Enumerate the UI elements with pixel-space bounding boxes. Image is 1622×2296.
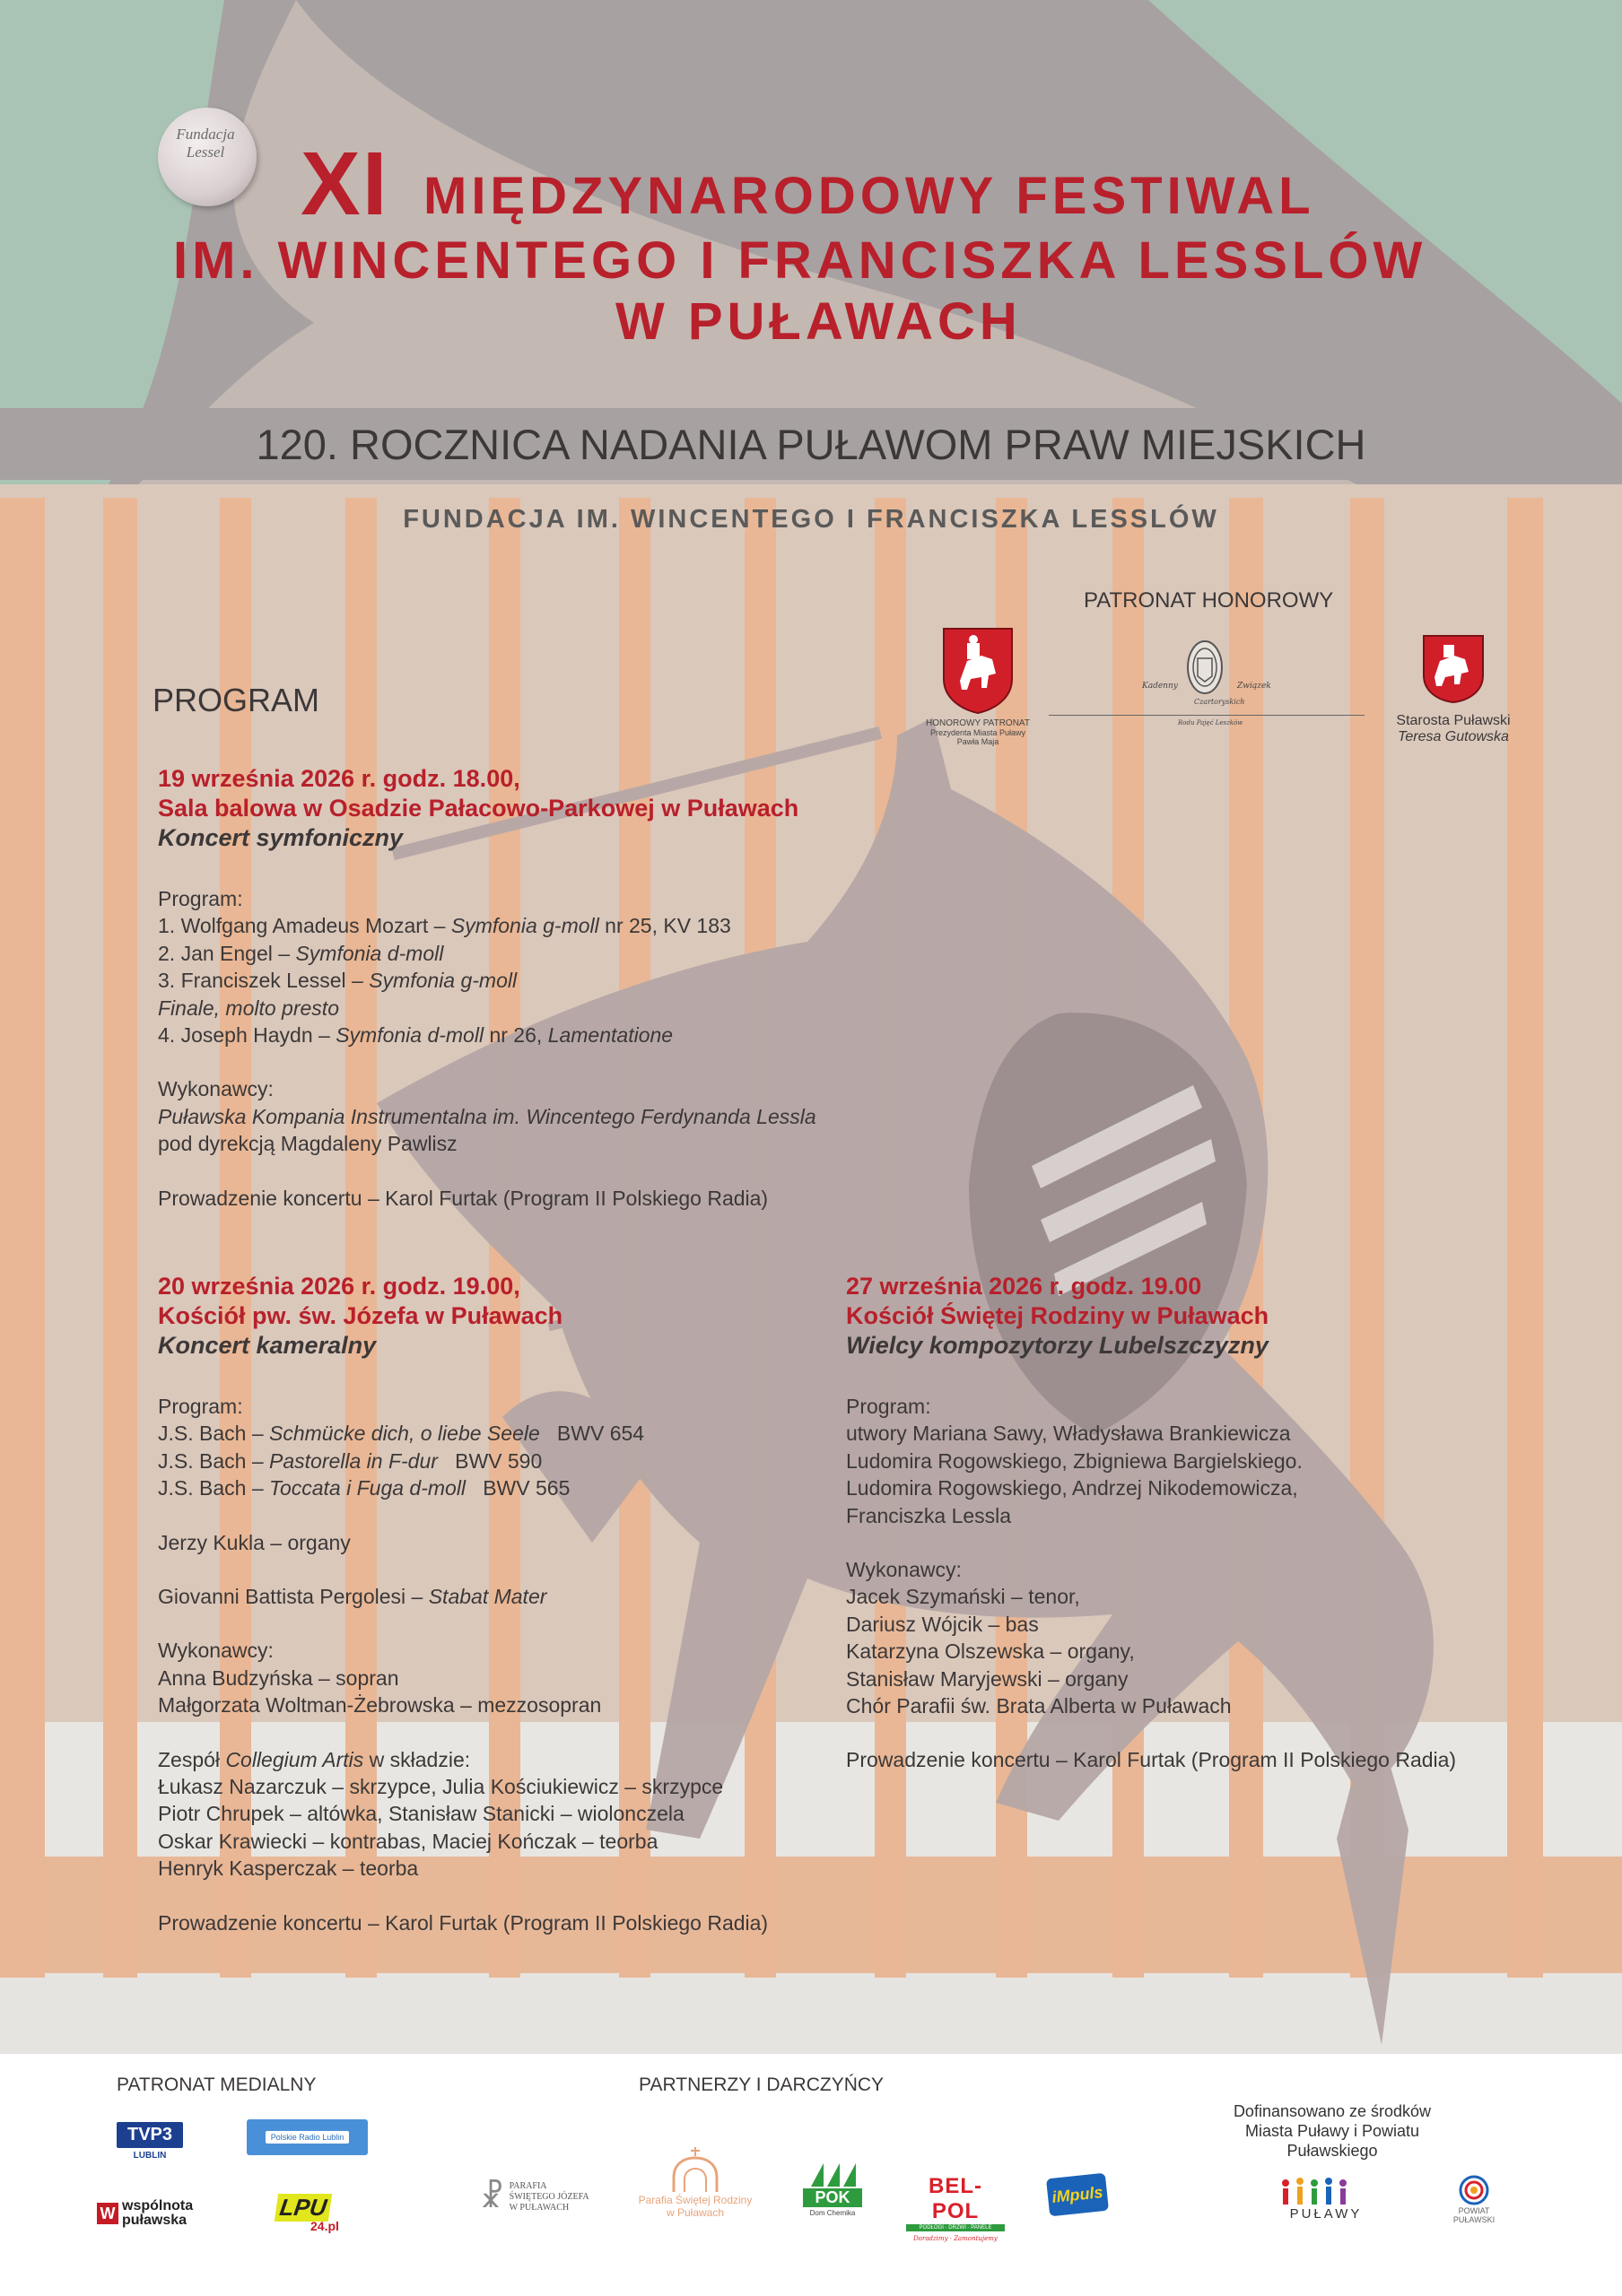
seal-icon [1185, 639, 1225, 696]
event2-member-2: Piotr Chrupek – altówka, Stanisław Stanicki – wiolonczela [158, 1802, 685, 1826]
lpu-sub: 24.pl [310, 2219, 339, 2233]
pulawy-people-icon [1277, 2176, 1375, 2206]
wspolnota-logo[interactable] [97, 2199, 193, 2228]
event1-type: Koncert symfoniczny [158, 824, 404, 851]
event3-performer-2: Dariusz Wójcik – bas [846, 1612, 1039, 1636]
funding-line-1: Dofinansowano ze środków [1233, 2102, 1432, 2120]
parafia-rodziny-2: w Puławach [666, 2206, 725, 2219]
event3-place: Kościół Świętej Rodziny w Puławach [846, 1302, 1269, 1329]
wspolnota-line-2: puławska [122, 2213, 187, 2228]
event2-bach-3: J.S. Bach – Toccata i Fuga d-moll BWV 565 [158, 1476, 571, 1500]
patron2-left-word: Kadenny [1142, 682, 1178, 691]
patron2-divider [1049, 715, 1365, 716]
parafia-rodziny-logo[interactable] [628, 2147, 763, 2219]
event3-type: Wielcy kompozytorzy Lubelszczyzny [846, 1332, 1269, 1359]
event2-place: Kościół pw. św. Józefa w Puławach [158, 1302, 563, 1329]
event2-type: Koncert kameralny [158, 1332, 377, 1359]
pok-sub: Dom Chemika [809, 2209, 856, 2217]
event1-host: Prowadzenie koncertu – Karol Furtak (Program II Polskiego Radia) [158, 1186, 769, 1210]
event2-host: Prowadzenie koncertu – Karol Furtak (Program II Polskiego Radia) [158, 1910, 769, 1935]
event2-member-4: Henryk Kasperczak – teorba [158, 1857, 419, 1881]
funding-note [1202, 2101, 1462, 2161]
event2-ensemble: Zespół Collegium Artis w składzie: [158, 1747, 471, 1771]
coat-of-arms-icon [1420, 632, 1487, 704]
powiat-emblem-icon [1458, 2174, 1490, 2206]
belpol-sub: PODŁOGI · DRZWI · PANELE [906, 2224, 1005, 2231]
event3-performer-1: Jacek Szymański – tenor, [846, 1585, 1080, 1609]
media-patronage-heading: PATRONAT MEDIALNY [117, 2074, 317, 2095]
event1-performers-1: Puławska Kompania Instrumentalna im. Wincentego Ferdynanda Lessla [158, 1104, 816, 1128]
lessel-logo [158, 108, 257, 206]
event3-program-4: Franciszka Lessla [846, 1503, 1012, 1527]
event3-program-label: Program: [846, 1395, 931, 1418]
impuls-logo[interactable] [1046, 2173, 1109, 2217]
lpu-mark: LPU [275, 2194, 332, 2222]
chi-rho-icon: ☧ [480, 2180, 504, 2214]
patron-czartoryski-union [1045, 639, 1368, 737]
event1-program-label: Program: [158, 887, 243, 910]
event-3 [846, 1272, 1456, 1774]
anniversary-text: 120. ROCZNICA NADANIA PUŁAWOM PRAW MIEJSKICH [256, 421, 1366, 468]
event2-singer-1: Anna Budzyńska – sopran [158, 1665, 399, 1690]
belpol-logo[interactable] [906, 2174, 1005, 2242]
event-2 [158, 1272, 768, 1936]
patron-puławy-president [924, 625, 1032, 746]
pok-logo[interactable] [803, 2161, 862, 2217]
event1-performers-label: Wykonawcy: [158, 1077, 274, 1101]
event3-program-2: Ludomira Rogowskiego, Zbigniewa Bargielskiego. [846, 1448, 1303, 1473]
title-roman-numeral: XI [301, 134, 389, 234]
coat-of-arms-icon [940, 625, 1016, 715]
lessel-logo-text: Fundacja Lessel [176, 126, 235, 161]
event3-host: Prowadzenie koncertu – Karol Furtak (Program II Polskiego Radia) [846, 1748, 1457, 1772]
event1-performers-2: pod dyrekcją Magdaleny Pawlisz [158, 1132, 458, 1156]
parafia-jozefa-3: W PUŁAWACH [509, 2203, 570, 2213]
tvp3-sub: LUBLIN [133, 2151, 167, 2161]
event2-program-label: Program: [158, 1395, 243, 1418]
title-line-3: W PUŁAWACH [615, 292, 1022, 351]
event3-program-1: utwory Mariana Sawy, Władysława Brankiewicza [846, 1422, 1291, 1446]
event-1 [158, 764, 816, 1212]
pok-mark: POK [803, 2188, 862, 2207]
patron2-right-word: Związek [1237, 682, 1271, 691]
event1-item-1: 1. Wolfgang Amadeus Mozart – Symfonia g-moll nr 25, KV 183 [158, 914, 731, 938]
event3-performer-4: Stanisław Maryjewski – organy [846, 1666, 1129, 1691]
event1-date: 19 września 2026 r. godz. 18.00, [158, 765, 520, 792]
patron2-sub: Rodu Pajęć Leszków [1178, 719, 1243, 726]
event1-item-2: 2. Jan Engel – Symfonia d-moll [158, 941, 444, 965]
wspolnota-w-icon: W [97, 2203, 118, 2224]
event2-date: 20 września 2026 r. godz. 19.00, [158, 1273, 520, 1300]
patron-starosta [1386, 632, 1521, 745]
parafia-rodziny-1: Parafia Świętej Rodziny [638, 2194, 753, 2206]
event3-performers-label: Wykonawcy: [846, 1558, 962, 1582]
powiat-line-1: POWIAT [1458, 2206, 1490, 2215]
title-line-2: IM. WINCENTEGO I FRANCISZKA LESSLÓW [173, 231, 1427, 290]
powiat-logo[interactable] [1443, 2174, 1505, 2224]
event2-organ: Jerzy Kukla – organy [158, 1530, 351, 1554]
patron2-mid-word: Czartoryskich [1194, 698, 1245, 706]
parafia-jozefa-logo[interactable] [480, 2179, 589, 2215]
church-icon [668, 2147, 722, 2194]
event2-singer-2: Małgorzata Woltman-Żebrowska – mezzosopran [158, 1693, 602, 1718]
patron3-line2: Teresa Gutowska [1398, 729, 1509, 744]
patron1-line1: HONOROWY PATRONAT [926, 718, 1030, 728]
funding-line-2: Miasta Puławy i Powiatu Puławskiego [1244, 2122, 1420, 2160]
event3-date: 27 września 2026 r. godz. 19.00 [846, 1273, 1202, 1300]
foundation-name: FUNDACJA IM. WINCENTEGO I FRANCISZKA LESSLÓW [403, 505, 1219, 534]
powiat-line-2: PUŁAWSKI [1452, 2215, 1496, 2224]
event2-performers-label: Wykonawcy: [158, 1639, 274, 1663]
parafia-jozefa-1: PARAFIA [509, 2181, 547, 2191]
patron1-line2: Prezydenta Miasta Puławy [929, 728, 1026, 737]
pok-leaves-icon [806, 2161, 859, 2187]
event3-performer-5: Chór Parafii św. Brata Alberta w Puławach [846, 1694, 1232, 1718]
radio-lublin-text: Polskie Radio Lublin [266, 2131, 350, 2144]
impuls-text: iMpuls [1051, 2182, 1104, 2206]
belpol-mark: BEL-POL [929, 2174, 982, 2223]
event3-program-3: Ludomira Rogowskiego, Andrzej Nikodemowicza, [846, 1476, 1298, 1500]
patron3-line1: Starosta Puławski [1396, 713, 1511, 728]
honorary-patronage-heading: PATRONAT HONOROWY [1084, 588, 1334, 613]
parafia-jozefa-2: ŚWIĘTEGO JÓZEFA [509, 2192, 589, 2202]
radio-lublin-logo[interactable] [247, 2119, 368, 2155]
partners-heading: PARTNERZY I DARCZYŃCY [639, 2074, 885, 2095]
event1-item-3b: Finale, molto presto [158, 996, 339, 1020]
event2-pergolesi: Giovanni Battista Pergolesi – Stabat Mater [158, 1585, 547, 1609]
tvp3-mark: TVP3 [117, 2122, 183, 2148]
event2-bach-2: J.S. Bach – Pastorella in F-dur BWV 590 [158, 1448, 543, 1473]
pulawy-text: PUŁAWY [1289, 2206, 1363, 2222]
event2-bach-1: J.S. Bach – Schmücke dich, o liebe Seele BWV 654 [158, 1422, 645, 1446]
event2-member-3: Oskar Krawiecki – kontrabas, Maciej Kończak – teorba [158, 1829, 658, 1853]
tvp3-logo[interactable] [117, 2122, 183, 2161]
event1-item-4: 4. Joseph Haydn – Symfonia d-moll nr 26, Lamentatione [158, 1023, 674, 1048]
event3-performer-3: Katarzyna Olszewska – organy, [846, 1639, 1135, 1664]
event1-item-3: 3. Franciszek Lessel – Symfonia g-moll [158, 969, 518, 993]
lpu24-logo[interactable] [276, 2194, 348, 2235]
title-line-1: MIĘDZYNARODOWY FESTIWAL [423, 167, 1315, 225]
event1-place: Sala balowa w Osadzie Pałacowo-Parkowej w Puławach [158, 795, 799, 822]
event2-member-1: Łukasz Nazarczuk – skrzypce, Julia Kościukiewicz – skrzypce [158, 1775, 724, 1799]
patron1-line3: Pawła Maja [956, 737, 999, 746]
belpol-sub-2: Doradzimy · Zamontujemy [913, 2235, 998, 2242]
program-heading: PROGRAM [153, 682, 320, 718]
pulawy-logo[interactable] [1272, 2176, 1380, 2222]
wspolnota-line-1: wspólnota [122, 2198, 194, 2213]
